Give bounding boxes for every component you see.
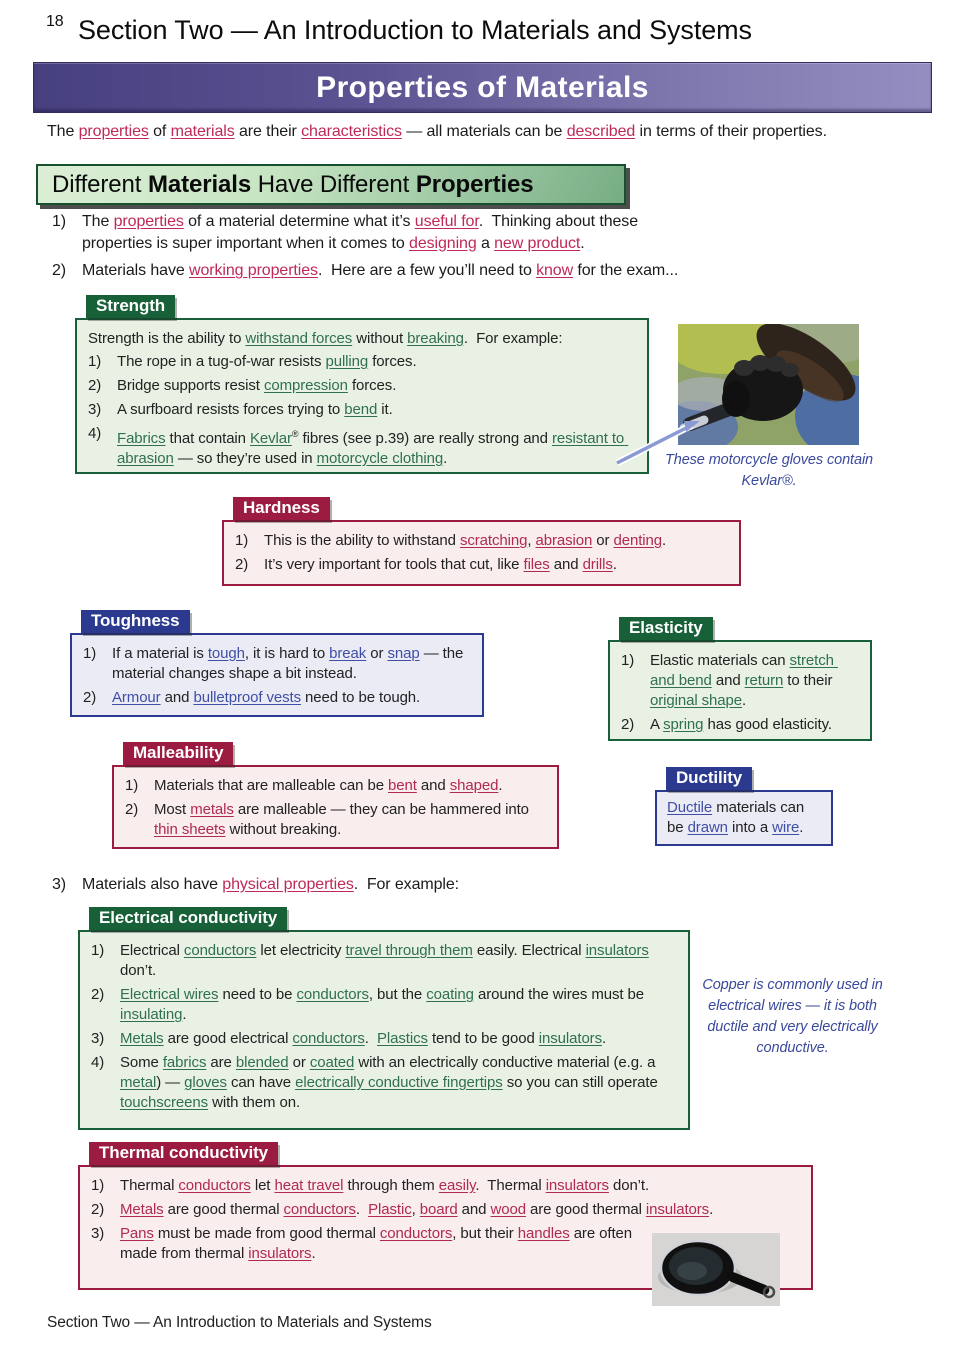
list-item: 2) Bridge supports resist compression forces. xyxy=(88,377,397,394)
list-item: 1) Thermal conductors let heat travel through them easily. Thermal insulators don’t. xyxy=(91,1177,650,1194)
page-footer: Section Two — An Introduction to Materials and Systems xyxy=(47,1314,432,1331)
thermal-box-title: Thermal conductivity xyxy=(89,1142,278,1165)
saucepan-image xyxy=(652,1233,780,1306)
electrical-conductivity-box xyxy=(78,908,690,1130)
strength-box xyxy=(75,296,649,474)
item-number: 3) xyxy=(52,876,67,893)
copper-note: Copper is commonly used in electrical wires — it is both ductile and very electrically conductive. xyxy=(702,977,883,1056)
hardness-box-title: Hardness xyxy=(233,497,330,520)
list-item: 1) This is the ability to withstand scratching, abrasion or denting. xyxy=(235,532,667,549)
list-item: 1) Elastic materials can stretch and bend and return to their original shape. xyxy=(621,652,838,709)
malleability-box xyxy=(112,743,559,849)
list-item: 1) If a material is tough, it is hard to break or snap — the material changes shape a bit instead. xyxy=(83,645,468,682)
list-item: 3) Pans must be made from good thermal conductors, but their handles are often made from thermal insulators. xyxy=(91,1225,637,1262)
item-text: Materials also have physical properties. For example: xyxy=(82,876,460,893)
malleability-box-content xyxy=(114,767,557,850)
list-item: 2) It’s very important for tools that cut, like files and drills. xyxy=(235,556,617,573)
list-item: 1) Materials that are malleable can be bent and shaped. xyxy=(125,777,503,794)
elasticity-box-content xyxy=(610,642,870,745)
elasticity-box xyxy=(608,618,872,741)
strength-box-content xyxy=(77,320,647,479)
section-heading: Different Materials Have Different Properties xyxy=(36,164,626,205)
page-header-title: Section Two — An Introduction to Materials and Systems xyxy=(78,15,752,45)
numbered-item-2 xyxy=(52,260,678,282)
list-item: 2) Metals are good thermal conductors. Plastic, board and wood are good thermal insulators. xyxy=(91,1201,714,1218)
list-item: 4) Some fabrics are blended or coated with an electrically conductive material (e.g. a metal) — gloves can have electrically conductive fingertips so you can still operate touchscreens with them on. xyxy=(91,1054,662,1111)
numbered-item-3 xyxy=(52,874,459,896)
electrical-box-content xyxy=(80,932,688,1123)
page-number: 18 xyxy=(46,13,64,30)
list-item: 2) Most metals are malleable — they can be hammered into thin sheets without breaking. xyxy=(125,801,533,838)
numbered-item-1 xyxy=(52,211,712,254)
pointer-arrow xyxy=(600,408,710,470)
title-banner xyxy=(33,62,932,113)
toughness-box-content xyxy=(72,635,482,718)
item-text: The properties of a material determine what it’s useful for. Thinking about these properties is super important when it comes to designing a new product. xyxy=(82,213,643,252)
list-item: 1) The rope in a tug-of-war resists pulling forces. xyxy=(88,353,417,370)
ductility-box-title: Ductility xyxy=(666,767,752,790)
elasticity-box-title: Elasticity xyxy=(619,617,713,640)
strength-intro: Strength is the ability to withstand forces without breaking. For example: xyxy=(88,330,563,347)
list-item: 4) Fabrics that contain Kevlar® fibres (see p.39) are really strong and resistant to abrasion — so they’re used in motorcycle clothing. xyxy=(88,425,629,467)
glove-caption: These motorcycle gloves contain Kevlar®. xyxy=(664,452,874,489)
malleability-box-title: Malleability xyxy=(123,742,233,765)
list-item: 1) Electrical conductors let electricity travel through them easily. Electrical insulators don’t. xyxy=(91,942,653,979)
ductility-box xyxy=(655,768,833,846)
item-number: 1) xyxy=(52,213,67,230)
hardness-box xyxy=(222,498,741,586)
list-item: 2) Armour and bulletproof vests need to be tough. xyxy=(83,689,421,706)
ductility-text: Ductile materials can be drawn into a wire. xyxy=(667,799,809,836)
toughness-box xyxy=(70,611,484,717)
electrical-box-title: Electrical conductivity xyxy=(89,907,287,930)
list-item: 2) Electrical wires need to be conductors, but the coating around the wires must be insulating. xyxy=(91,986,649,1023)
list-item: 3) A surfboard resists forces trying to bend it. xyxy=(88,401,393,418)
strength-box-title: Strength xyxy=(86,295,175,318)
list-item: 2) A spring has good elasticity. xyxy=(621,716,832,733)
list-item: 3) Metals are good electrical conductors. Plastics tend to be good insulators. xyxy=(91,1030,607,1047)
hardness-box-content xyxy=(224,522,739,585)
toughness-box-title: Toughness xyxy=(81,610,190,633)
item-text: Materials have working properties. Here are a few you’ll need to know for the exam... xyxy=(82,262,679,279)
page-title: Properties of Materials xyxy=(316,70,649,104)
ductility-box-content xyxy=(657,792,831,842)
item-number: 2) xyxy=(52,262,67,279)
intro-text: The properties of materials are their characteristics — all materials can be described in terms of their properties. xyxy=(47,123,827,140)
